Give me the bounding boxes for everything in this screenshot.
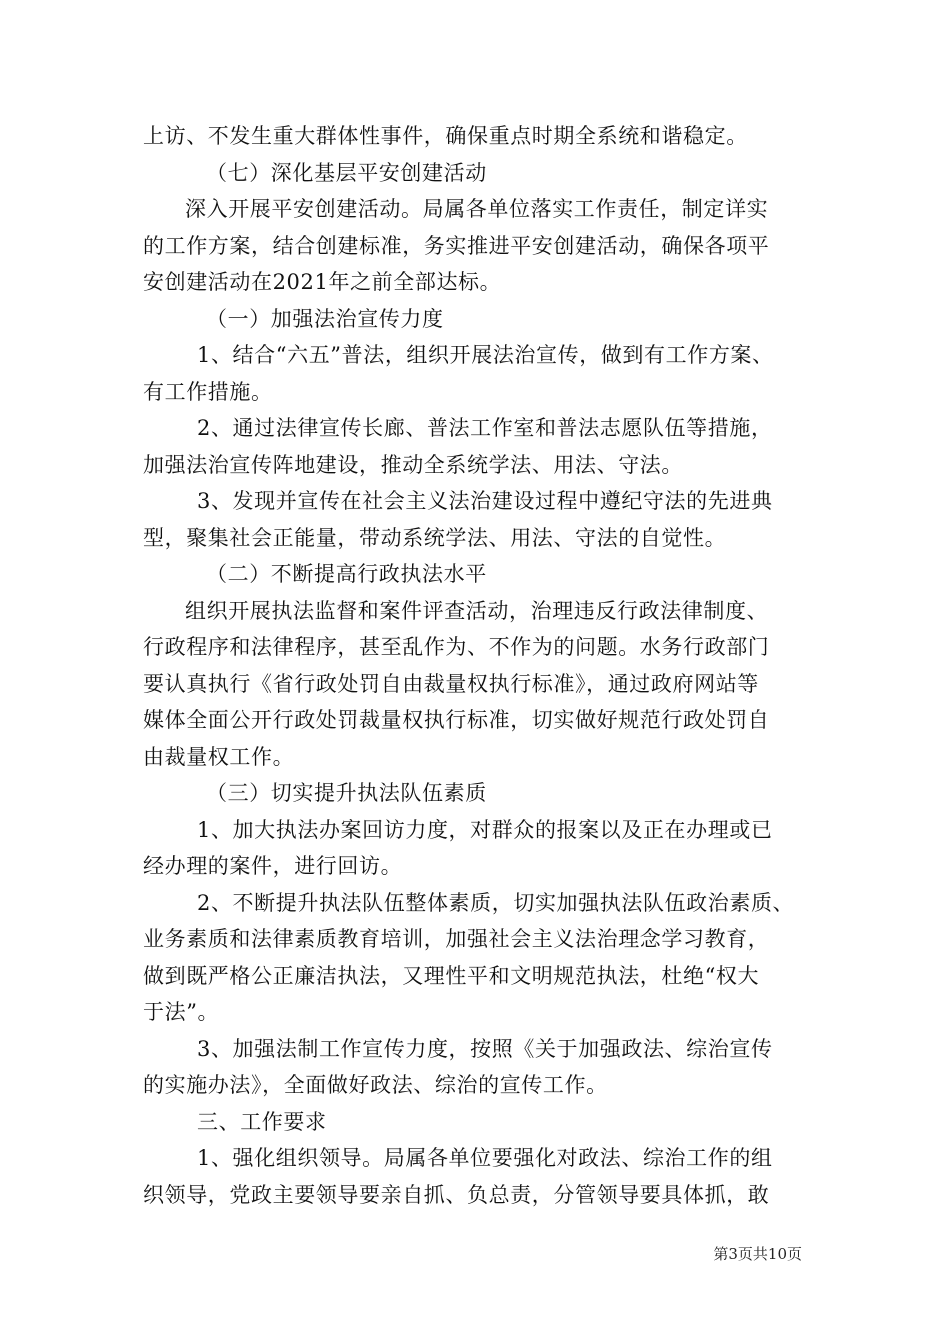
paragraph-line: 经办理的案件，进行回访。 [143,854,403,878]
paragraph-line: 要认真执行《省行政处罚自由裁量权执行标准》，通过政府网站等 [143,671,759,696]
paragraph-line: 1、强化组织领导。局属各单位要强化对政法、综治工作的组 [197,1146,773,1170]
paragraph-line: 安创建活动在2021年之前全部达标。 [143,270,502,294]
paragraph-line: 织领导，党政主要领导要亲自抓、负总责，分管领导要具体抓，敢 [143,1182,770,1207]
paragraph-line: 的工作方案，结合创建标准，务实推进平安创建活动，确保各项平 [143,233,770,258]
paragraph-line: 上访、不发生重大群体性事件，确保重点时期全系统和谐稳定。 [143,124,748,148]
paragraph-line: 由裁量权工作。 [143,744,295,769]
paragraph-line: 2、通过法律宣传长廊、普法工作室和普法志愿队伍等措施， [197,416,773,440]
page-number: 第3页共10页 [713,1245,802,1263]
paragraph-line: 做到既严格公正廉洁执法，又理性平和文明规范执法，杜绝“权大 [143,963,760,988]
paragraph-line: 业务素质和法律素质教育培训，加强社会主义法治理念学习教育， [143,927,770,951]
section-heading: （三）切实提升执法队伍素质 [206,781,487,805]
section-heading: （一）加强法治宣传力度 [206,306,444,331]
section-heading: （二）不断提高行政执法水平 [206,562,487,586]
paragraph-line: 加强法治宣传阵地建设，推动全系统学法、用法、守法。 [143,452,683,477]
paragraph-line: 有工作措施。 [143,379,273,404]
paragraph-line: 深入开展平安创建活动。局属各单位落实工作责任，制定详实 [185,197,769,221]
paragraph-line: 1、结合“六五”普法，组织开展法治宣传，做到有工作方案、 [197,343,774,367]
paragraph-line: 型，聚集社会正能量，带动系统学法、用法、守法的自觉性。 [143,525,727,550]
paragraph-line: 3、发现并宣传在社会主义法治建设过程中遵纪守法的先进典 [197,489,773,513]
paragraph-line: 1、加大执法办案回访力度，对群众的报案以及正在办理或已 [197,817,773,842]
paragraph-line: 组织开展执法监督和案件评查活动，治理违反行政法律制度、 [185,598,769,623]
document-body [143,118,833,1213]
paragraph-line: 的实施办法》，全面做好政法、综治的宣传工作。 [143,1073,608,1097]
paragraph-line: 3、加强法制工作宣传力度，按照《关于加强政法、综治宣传 [197,1036,773,1061]
paragraph-line: 于法”。 [143,1000,220,1024]
section-heading: 三、工作要求 [197,1109,327,1134]
paragraph-line: 媒体全面公开行政处罚裁量权执行标准，切实做好规范行政处罚自 [143,708,770,732]
paragraph-line: 2、不断提升执法队伍整体素质，切实加强执法队伍政治素质、 [197,890,795,915]
paragraph-line: 行政程序和法律程序，甚至乱作为、不作为的问题。水务行政部门 [143,635,770,659]
section-heading: （七）深化基层平安创建活动 [206,160,487,185]
